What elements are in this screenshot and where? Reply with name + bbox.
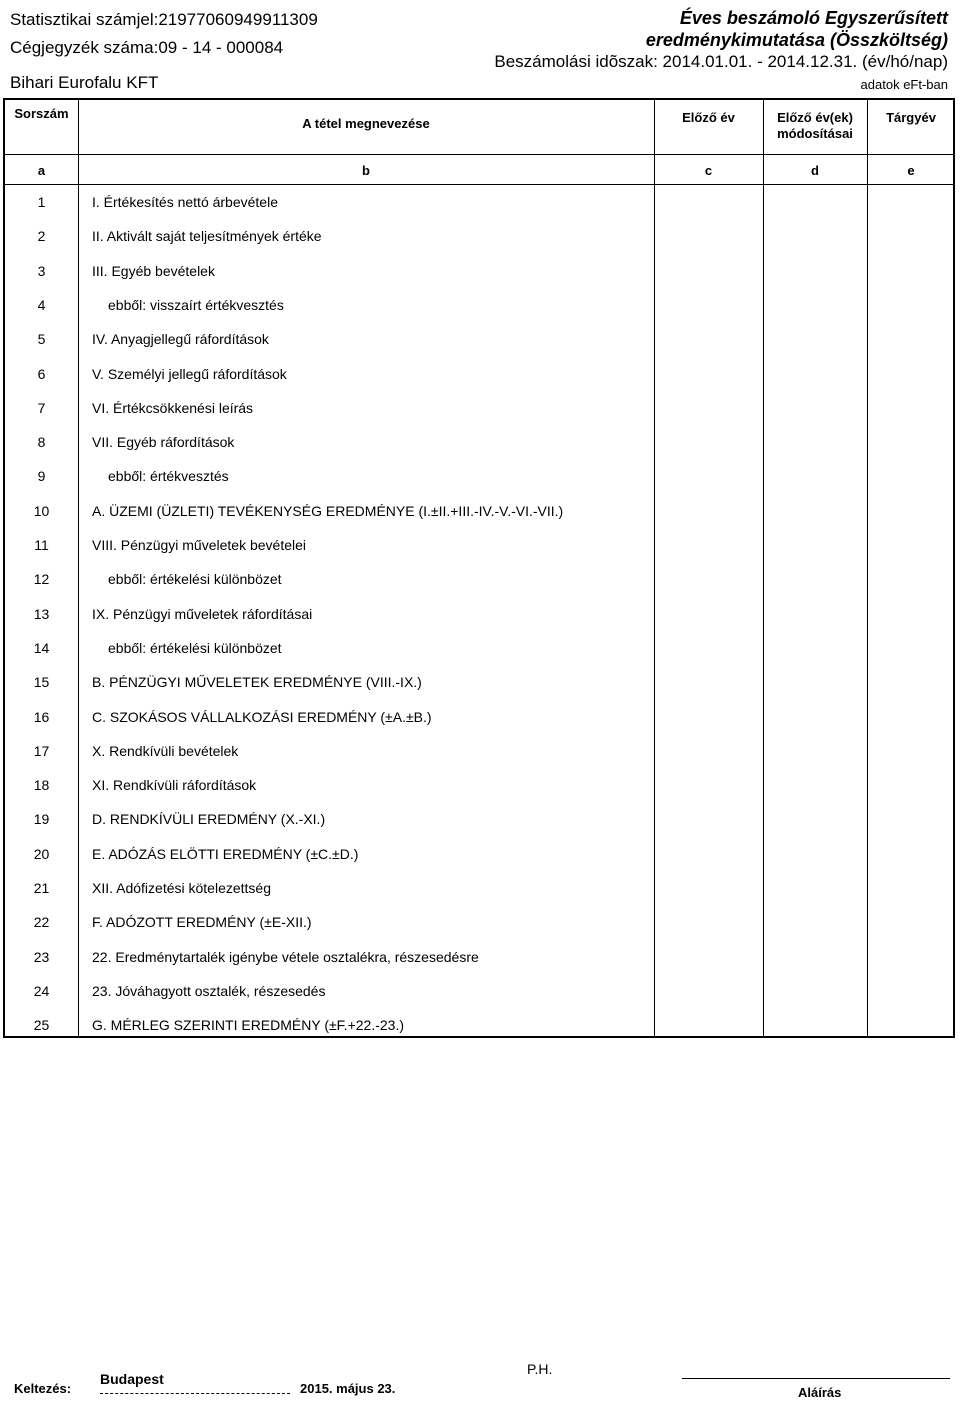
row-label: 22. Eredménytartalék igénybe vétele osztalékra, részesedésre <box>92 948 479 965</box>
row-number: 15 <box>33 674 50 691</box>
table-row <box>5 837 953 871</box>
table-row <box>5 391 953 425</box>
city: Budapest <box>100 1371 164 1387</box>
row-number: 18 <box>33 777 50 794</box>
table-row <box>5 425 953 459</box>
col-header-prev-year: Előző év <box>682 110 735 125</box>
row-label: I. Értékesítés nettó árbevétele <box>92 194 278 210</box>
row-number: 25 <box>33 1017 50 1034</box>
table-row <box>5 562 953 596</box>
row-number: 2 <box>37 228 46 245</box>
table-row <box>5 597 953 631</box>
table-row <box>5 1008 953 1042</box>
row-number: 21 <box>33 880 50 896</box>
table-row <box>5 528 953 562</box>
table-row <box>5 494 953 528</box>
table-row <box>5 288 953 322</box>
col-header-sorszam: Sorszám <box>14 106 69 121</box>
row-label: VII. Egyéb ráfordítások <box>92 434 235 451</box>
row-label: X. Rendkívüli bevételek <box>92 742 239 759</box>
registry-number: Cégjegyzék száma:09 - 14 - 000084 <box>10 38 284 57</box>
unit-note: adatok eFt-ban <box>860 77 948 92</box>
row-number: 22 <box>33 914 50 931</box>
col-header-current-year: Tárgyév <box>886 110 936 125</box>
row-number: 23 <box>33 948 50 965</box>
row-number: 17 <box>33 742 50 759</box>
col-header-prev-mod-line1: Előző év(ek) <box>777 110 853 125</box>
table-row <box>5 219 953 253</box>
stat-number: Statisztikai számjel:21977060949911309 <box>10 10 318 29</box>
signature-label: Aláírás <box>798 1385 842 1400</box>
table-row <box>5 357 953 391</box>
row-label: B. PÉNZÜGYI MŰVELETEK EREDMÉNYE (VIII.-IX.) <box>92 674 422 691</box>
company-name: Bihari Eurofalu KFT <box>10 73 159 92</box>
letter-d: d <box>811 163 819 178</box>
letter-e: e <box>907 163 915 178</box>
row-label: IV. Anyagjellegű ráfordítások <box>92 331 269 348</box>
row-label: E. ADÓZÁS ELÖTTI EREDMÉNY (±C.±D.) <box>92 845 359 862</box>
row-label: VI. Értékcsökkenési leírás <box>92 399 254 416</box>
row-number: 16 <box>33 708 50 725</box>
table-row <box>5 254 953 288</box>
row-number: 20 <box>33 845 50 862</box>
row-label: ebből: értékvesztés <box>108 468 229 485</box>
row-number: 11 <box>34 537 49 553</box>
col-header-prev-mod-line2: módosításai <box>777 126 853 141</box>
row-number: 3 <box>37 262 46 279</box>
stamp-place: P.H. <box>527 1361 553 1377</box>
col-header-name: A tétel megnevezése <box>302 116 430 131</box>
table-row <box>5 871 953 905</box>
row-number: 12 <box>33 571 50 588</box>
letter-c: c <box>704 163 713 178</box>
report-period: Beszámolási idõszak: 2014.01.01. - 2014.12.31. (év/hó/nap) <box>494 52 948 71</box>
row-number: 14 <box>33 639 50 656</box>
date-value: 2015. május 23. <box>300 1381 396 1396</box>
row-label: ebből: értékelési különbözet <box>108 639 282 656</box>
row-label: IX. Pénzügyi műveletek ráfordításai <box>92 605 313 622</box>
row-label: G. MÉRLEG SZERINTI EREDMÉNY (±F.+22.-23.) <box>92 1017 404 1034</box>
table-row <box>5 665 953 699</box>
letter-a: a <box>37 163 46 178</box>
row-number: 1 <box>37 194 46 210</box>
report-title-line1: Éves beszámoló Egyszerűsített <box>679 8 948 28</box>
table-row <box>5 734 953 768</box>
report-title-line2: eredménykimutatása (Összköltség) <box>645 30 948 50</box>
row-number: 13 <box>33 605 50 622</box>
row-label: D. RENDKÍVÜLI EREDMÉNY (X.-XI.) <box>92 811 326 828</box>
letter-b: b <box>362 163 370 178</box>
table-row <box>5 768 953 802</box>
row-label: II. Aktivált saját teljesítmények értéke <box>92 228 322 245</box>
signature-line <box>682 1378 950 1379</box>
header-divider <box>5 154 953 155</box>
row-label: V. Személyi jellegű ráfordítások <box>92 365 287 382</box>
row-label: A. ÜZEMI (ÜZLETI) TEVÉKENYSÉG EREDMÉNYE (I.±II.+III.-IV.-V.-VI.-VII.) <box>92 502 564 519</box>
date-label: Keltezés: <box>14 1381 72 1396</box>
row-label: XI. Rendkívüli ráfordítások <box>92 777 257 794</box>
row-label: F. ADÓZOTT EREDMÉNY (±E-XII.) <box>92 914 312 931</box>
col-header-prev-mod <box>763 110 867 142</box>
row-number: 5 <box>37 331 46 348</box>
row-number: 19 <box>33 811 50 828</box>
row-number: 6 <box>37 365 46 382</box>
table-row <box>5 631 953 665</box>
income-statement-table <box>3 98 955 1038</box>
row-label: C. SZOKÁSOS VÁLLALKOZÁSI EREDMÉNY (±A.±B.) <box>92 708 432 725</box>
row-label: VIII. Pénzügyi műveletek bevételei <box>92 537 307 553</box>
city-underline <box>100 1393 290 1394</box>
row-label: XII. Adófizetési kötelezettség <box>92 880 271 896</box>
row-number: 7 <box>37 399 46 416</box>
table-row <box>5 802 953 836</box>
table-row <box>5 322 953 356</box>
row-number: 9 <box>37 468 46 485</box>
table-row <box>5 459 953 493</box>
table-row <box>5 974 953 1008</box>
row-label: III. Egyéb bevételek <box>92 262 215 279</box>
row-label: ebből: visszaírt értékvesztés <box>108 296 284 313</box>
row-label: 23. Jóváhagyott osztalék, részesedés <box>92 982 326 999</box>
table-row <box>5 940 953 974</box>
row-number: 24 <box>33 982 50 999</box>
row-label: ebből: értékelési különbözet <box>108 571 282 588</box>
row-number: 8 <box>37 434 46 451</box>
table-row <box>5 185 953 219</box>
table-row <box>5 700 953 734</box>
row-number: 10 <box>33 502 50 519</box>
row-number: 4 <box>37 296 46 313</box>
table-row <box>5 905 953 939</box>
